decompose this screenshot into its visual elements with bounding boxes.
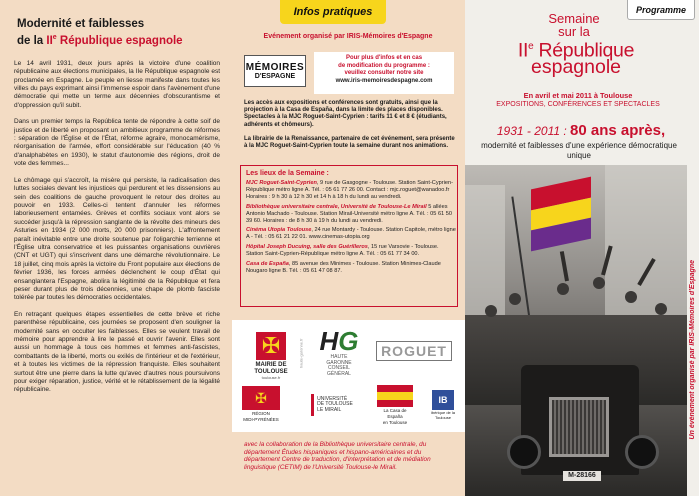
venue-item: Cinéma Utopia Toulouse, 24 rue Montardy - Toulouse. Station Capitole, métro ligne A - Tél. : 05 61 21 22 01. www.cinemas-utopia.org — [246, 227, 456, 241]
intro-title: Modernité et faiblesses de la IIe République espagnole — [17, 18, 183, 47]
venue-item: Bibliothèque universitaire centrale, Université de Toulouse-Le Mirail 5 allées Antonio Machado - Toulouse. Station Mirail-Université métro ligne A. Tél. : 05 61 50 39 60. Horaires : de 8 h 30 à 19 h du lundi au vendredi. — [246, 203, 452, 224]
intro-paragraph: Le chômage qui s'accroît, la misère qui persiste, la radicalisation des luttes sociales devant les injustices qui perdurent et les dissensions au sein des coalitions de gauche provoquent le retour des droites au pouvoir en 1933. Celles-ci tentent d'annuler les réformes laborieusement entamées. Grèves et conflits sociaux vont alors se succéder jusqu'à la répression sanglante de la révolte des mineurs des Asturies en 1934 (2 000 morts, 20 000 prisonniers). L'affrontement paraît inévitable entre une droite soutenue par l'oligarchie terrienne et l'Église ultra conservatrice et les puissantes organisations ouvrières (CNT et UGT) qui s'inscrivent dans une démarche révolutionnaire. Le 18 juillet, cinq mois après la victoire du Front populaire aux élections de février 1936, les forces armées déclenchent le coup d'État qui ensanglantera l'Espagne, abolira la légitimité de la République et fera peser durant plus de trois décennies, une chape de plomb fasciste tolérée par toutes les démocraties occidentales. — [14, 176, 220, 302]
venue-item: MJC Roguet-Saint-Cyprien, 9 rue de Gasgogne - Toulouse. Station Saint-Cyprien-République métro ligne A. Tél. : 05 61 77 26 00. Contact : mjc.roguet@wanadoo.fr Horaires : 9 h 30 à 12 h 30 et 14 h à 18 h du lundi au vendredi. — [246, 180, 453, 200]
ib-logo: IB ibérique de la Toulouse — [426, 384, 460, 426]
collaboration-text: avec la collaboration de la Bibliothèque universitaire centrale, du département Études hispaniques et hispano-américaines et du département Centre de traduction, d'interprétation et de médiation linguistique (CETIM) de l'Université Toulouse-le Mirail. — [244, 441, 431, 471]
casa-espana-logo: La Casa de España en Toulouse — [370, 384, 420, 426]
university-bar-icon — [311, 394, 314, 416]
intro-paragraph: En retraçant quelques étapes essentielles de cette brève et riche parenthèse républicaine, ces journées se proposent d'en souligner la modernité sans en occulter les faiblesses. Elles se veulent travail de mémoire pour apprendre à lire le passé et ouvrir l'avenir. Elles sont aussi un hommage à tous ces hommes et femmes anti-fascistes, combattants de la liberté, morts ou exilés de l'intérieur et de l'extérieur, et à toutes les victimes de la répression franquiste. Elles souhaitent surtout être une pierre dans la lutte qu'avec d'autres nous poursuivons pour exiger réparation, justice, vérité et le rétablissement de la légalité républicaine. — [14, 310, 220, 394]
organizer-vertical-text: Un événement organisé par IRIS-Mémoires d'Espagne — [688, 260, 696, 440]
region-logo: ✠ RÉGION MIDI-PYRÉNÉES — [240, 384, 282, 424]
intro-panel — [0, 0, 232, 496]
cover-title-espagnole: espagnole — [531, 56, 621, 78]
hg-mark-icon: HG — [319, 326, 359, 356]
website-link[interactable]: www.iris-memoiresdespagne.com — [335, 77, 433, 84]
cover-title-semaine: Semaine — [548, 11, 600, 26]
memoires-despagne-logo: MÉMOIRES D'ESPAGNE — [244, 55, 306, 87]
venue-item: Casa de España, 85 avenue des Minimes - Toulouse. Station Minimes-Claude Nougaro ligne B. Tél. : 05 61 47 08 87. — [246, 261, 441, 274]
intro-paragraph: Dans un premier temps la República tente de répondre à cette soif de justice et de liberté en proposant un ambitieux programme de réformes : séparation de l'Église et de l'État, réforme agraire, monocamérisme, réorganisation de l'armée, effort considérable sur l'éducation (40 % d'analphabètes en 1930), le statut d'autonomie des régions, droit de vote des femmes... — [14, 118, 220, 168]
programme-tab: Programme — [627, 0, 695, 20]
republican-flag-icon — [531, 177, 591, 252]
university-logo: UNIVERSITÉ DE TOULOUSE LE MIRAIL — [300, 384, 364, 426]
practical-info-tab: Infos pratiques — [280, 0, 386, 24]
cover-title-surla: sur la — [558, 24, 590, 39]
haute-garonne-site-text: haute-garonne.fr — [298, 338, 304, 368]
mairie-toulouse-logo: ✠ MAIRIE DE TOULOUSE toulouse.fr — [254, 333, 288, 380]
haute-garonne-logo: HG HAUTE GARONNE CONSEIL GÉNÉRAL — [319, 326, 359, 377]
intro-paragraph: Le 14 avril 1931, deux jours après la victoire d'une coalition républicaine aux élections municipales, la IIe République espagnole est proclamée en Espagne. Le peuple en liesse manifeste dans toutes les villes du pays exprimant ainsi l'immense espoir dans l'avènement d'une démocratie qui mette un terme aux décennies d'obscurantisme et d'oppression qu'il subit. — [14, 59, 220, 109]
anniversary-line: 1931 - 2011 : 80 ans après, — [496, 122, 666, 139]
venues-list — [246, 180, 456, 278]
contact-box: Pour plus d'infos et en cas de modification du programme : veuillez consulter notre site www.iris-memoiresdespagne.com — [314, 52, 454, 94]
venues-box — [240, 165, 458, 307]
occitan-cross-icon: ✠ — [256, 332, 286, 360]
practical-info-panel — [232, 0, 465, 496]
roguet-logo: ROGUET — [382, 338, 446, 364]
venues-title: Les lieux de la Semaine : — [246, 170, 329, 177]
event-dates: En avril et mai 2011 à Toulouse — [523, 91, 633, 100]
license-plate: M-28166 — [563, 471, 601, 481]
venue-item: Hôpital Joseph Ducuing, salle des Guérilleros, 15 rue Varsovie - Toulouse. Station Saint-Cyprien-République métro ligne A. Tél. : 05 61 77 34 00. — [246, 244, 439, 258]
historic-crowd-photo — [465, 165, 687, 496]
region-cross-icon: ✠ — [242, 386, 280, 410]
cover-panel — [465, 0, 699, 496]
bookshop-info: La librairie de la Renaissance, partenaire de cet événement, sera présente à la MJC Roguet-Saint-Cyprien toute la semaine durant nos animations. — [244, 136, 455, 150]
sponsor-logos — [232, 320, 465, 432]
organizer-line: Evénement organisé par IRIS-Mémoires d'Espagne — [263, 33, 433, 40]
spanish-flag-icon — [377, 385, 413, 407]
event-type: EXPOSITIONS, CONFÉRENCES ET SPECTACLES — [496, 101, 660, 108]
cover-subtitle: modernité et faiblesses d'une expérience démocratique unique — [481, 141, 677, 160]
cover-title-republique: IIe République — [517, 39, 635, 62]
access-info: Les accès aux expositions et conférences sont gratuits, ainsi que la projection à la Casa de España, dans la limite des places disponibles. Spectacles à la MJC Roguet-Saint-Cyprien : tarifs 11 € et 8 € (étudiants, adhérents et chômeurs). — [244, 100, 447, 128]
